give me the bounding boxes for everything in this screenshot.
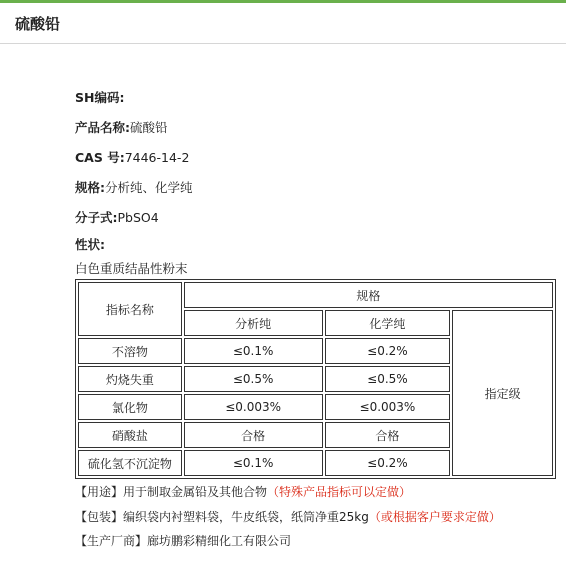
note-packaging-text: 编织袋内衬塑料袋，牛皮纸袋，纸筒净重25kg — [123, 510, 369, 524]
field-product-name — [75, 118, 168, 136]
custom-grade-cell: 指定级 — [452, 310, 553, 476]
field-spec — [75, 178, 193, 196]
field-sh-code — [75, 88, 124, 106]
table-header-row — [78, 282, 553, 308]
field-spec-value: 分析纯、化学纯 — [105, 180, 193, 195]
header-chemical: 化学纯 — [325, 310, 451, 336]
row-analytical: ≤0.1% — [184, 450, 323, 476]
note-packaging — [75, 508, 501, 525]
note-packaging-remark: （或根据客户要求定做） — [368, 510, 501, 524]
field-cas-label: CAS 号: — [75, 150, 125, 165]
row-chemical: ≤0.5% — [325, 366, 451, 392]
field-property — [75, 235, 105, 253]
field-formula-label: 分子式: — [75, 210, 118, 225]
field-product-name-value: 硫酸铅 — [130, 120, 168, 135]
field-spec-label: 规格: — [75, 180, 105, 195]
note-manufacturer — [75, 532, 291, 549]
note-packaging-label: 【包装】 — [75, 510, 124, 524]
note-manufacturer-text: 廊坊鹏彩精细化工有限公司 — [147, 534, 292, 548]
row-chemical: ≤0.2% — [325, 338, 451, 364]
row-name: 灼烧失重 — [78, 366, 182, 392]
top-accent-bar — [0, 0, 566, 3]
field-cas — [75, 148, 189, 166]
note-usage-label: 【用途】 — [75, 485, 124, 499]
header-analytical: 分析纯 — [184, 310, 323, 336]
note-manufacturer-label: 【生产厂商】 — [75, 534, 148, 548]
row-analytical: ≤0.1% — [184, 338, 323, 364]
field-property-label: 性状: — [75, 237, 105, 252]
field-formula-value: PbSO4 — [117, 210, 159, 225]
row-name: 硝酸盐 — [78, 422, 182, 448]
property-description: 白色重质结晶性粉末 — [75, 261, 188, 276]
title-divider — [0, 43, 566, 44]
row-name: 氯化物 — [78, 394, 182, 420]
field-formula — [75, 208, 159, 226]
row-name: 硫化氢不沉淀物 — [78, 450, 182, 476]
field-product-name-label: 产品名称: — [75, 120, 130, 135]
row-analytical: ≤0.5% — [184, 366, 323, 392]
note-usage — [75, 483, 411, 500]
note-usage-remark: （特殊产品指标可以定做） — [267, 485, 412, 499]
row-chemical: ≤0.003% — [325, 394, 451, 420]
row-name: 不溶物 — [78, 338, 182, 364]
header-indicator-name: 指标名称 — [78, 282, 182, 336]
header-spec: 规格 — [184, 282, 553, 308]
row-analytical: ≤0.003% — [184, 394, 323, 420]
row-chemical: 合格 — [325, 422, 451, 448]
row-chemical: ≤0.2% — [325, 450, 451, 476]
row-analytical: 合格 — [184, 422, 323, 448]
note-usage-text: 用于制取金属铅及其他合物 — [123, 485, 268, 499]
field-sh-code-label: SH编码: — [75, 90, 125, 105]
page-title: 硫酸铅 — [15, 15, 61, 33]
field-cas-value: 7446-14-2 — [124, 150, 190, 165]
spec-table — [75, 279, 556, 479]
